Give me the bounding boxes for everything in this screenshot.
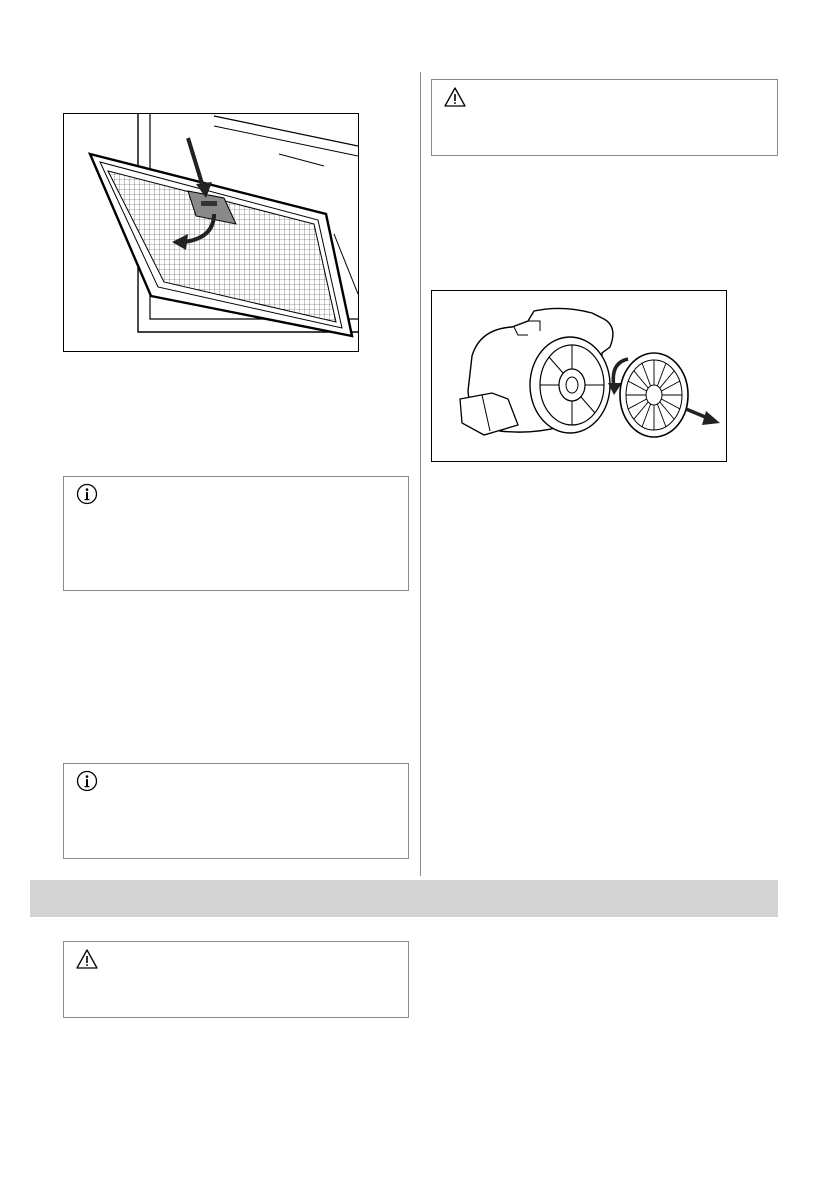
info-note-box [63, 763, 409, 859]
warning-triangle-icon [444, 86, 466, 108]
column-divider [420, 72, 421, 876]
section-heading-bar [30, 880, 778, 917]
info-circle-icon [76, 770, 98, 792]
info-note-box [63, 476, 409, 591]
info-circle-icon [76, 483, 98, 505]
warning-note-box [431, 79, 778, 156]
carbon-filter-illustration [432, 291, 726, 461]
grease-filter-removal-figure [63, 113, 359, 352]
warning-triangle-icon [76, 948, 98, 970]
grease-filter-illustration [64, 114, 358, 351]
warning-note-box [63, 941, 409, 1018]
carbon-filter-removal-figure [431, 290, 727, 462]
